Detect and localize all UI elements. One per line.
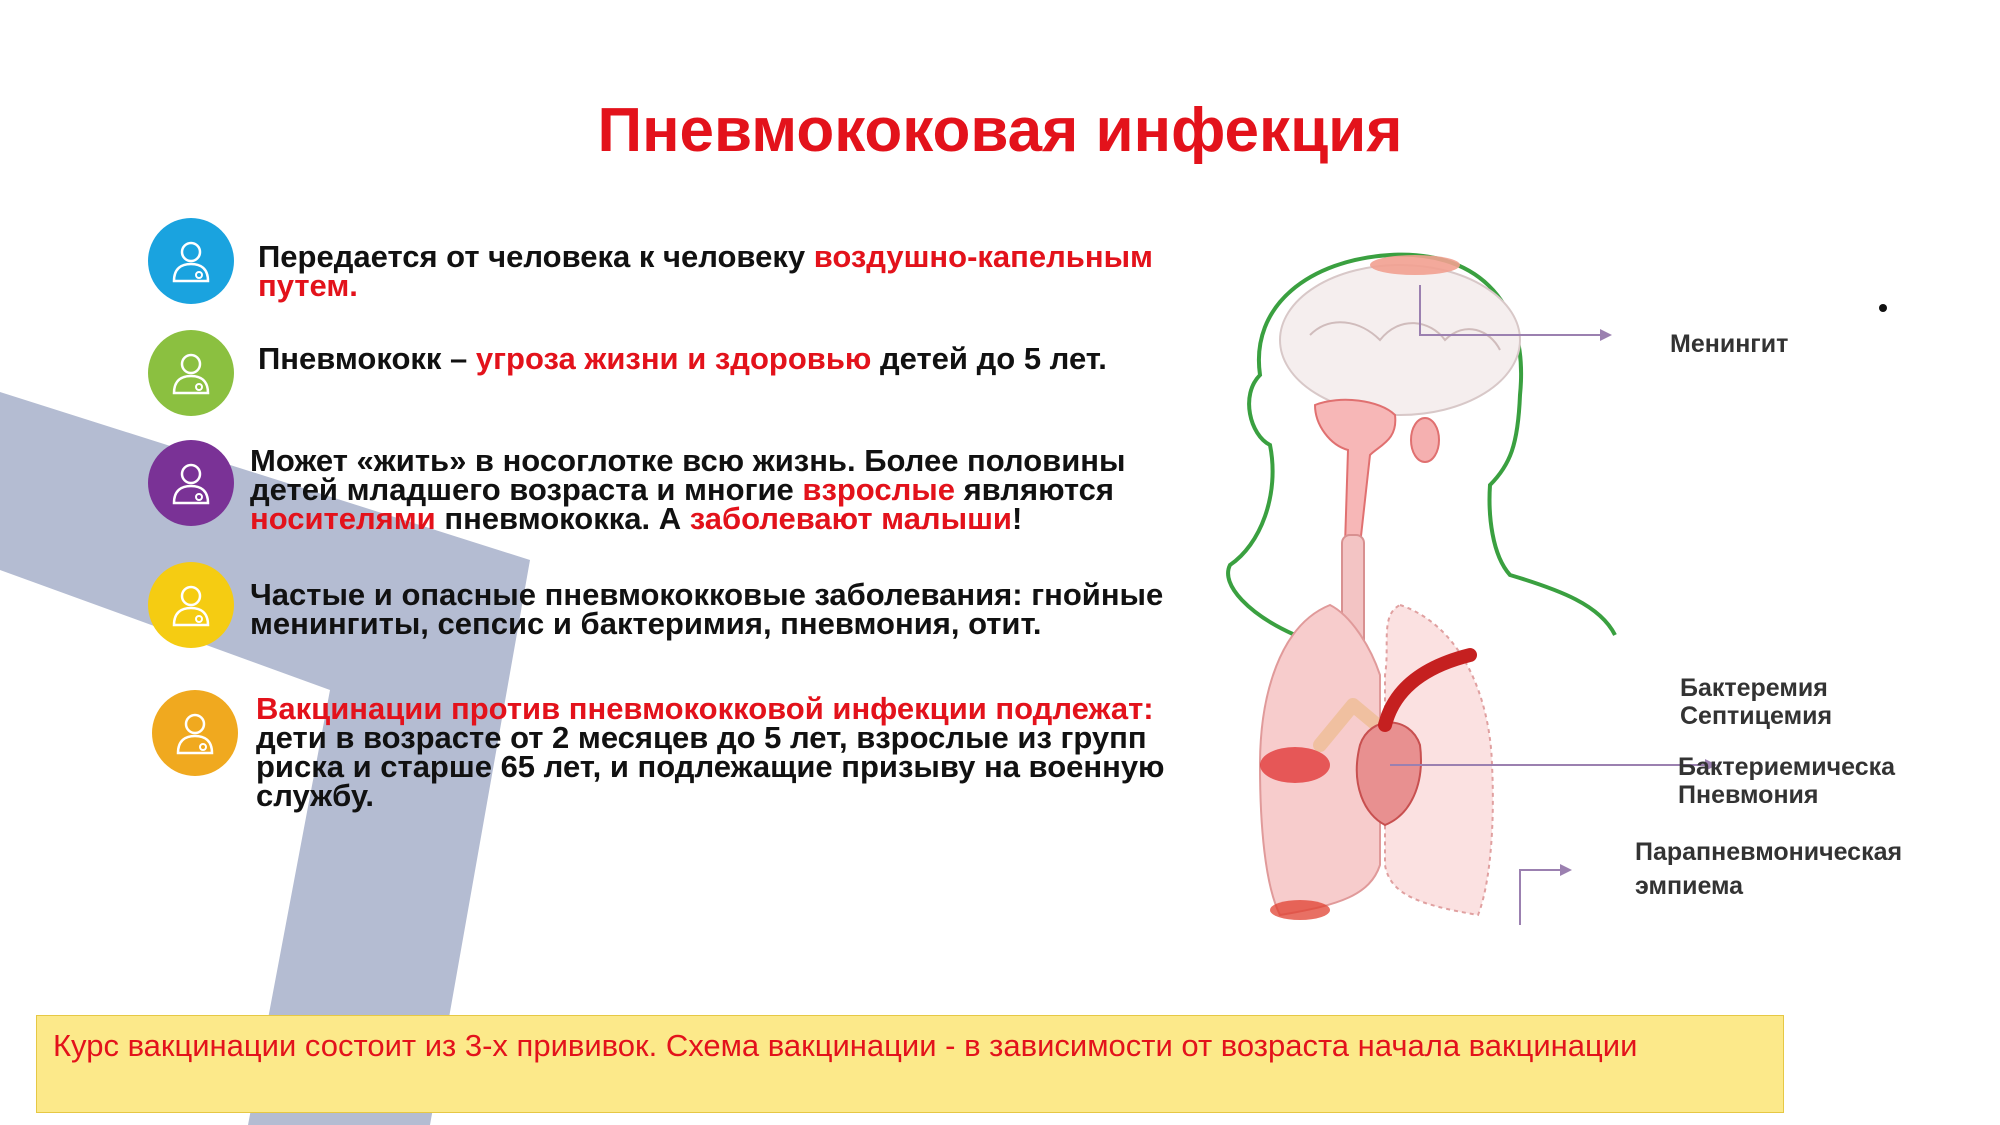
bullet-4-text: Частые и опасные пневмококковые заболевания: гнойные менингиты, сепсис и бактеримия, пневмония, отит.: [250, 577, 1164, 641]
bullet-vaccination: [152, 690, 1222, 813]
meninges-infection: [1370, 255, 1460, 275]
bullet-2-text-a: Пневмококк –: [258, 341, 476, 376]
bullet-threat: [148, 330, 1248, 416]
label-bacteremia: Бактеремия: [1680, 674, 1828, 702]
bullet-3-text-a: Может «жить» в носоглотке всю жизнь. Более половины детей младшего возраста и многие: [250, 443, 1126, 507]
bullet-3-highlight-a: взрослые: [802, 472, 955, 507]
page-title: Пневмококовая инфекция: [597, 96, 1403, 165]
bullet-1-text: Передается от человека к человеку: [258, 239, 814, 274]
bullet-2-text-b: детей до 5 лет.: [871, 341, 1107, 376]
ear: [1411, 418, 1439, 462]
bullet-5-highlight: Вакцинации против пневмококковой инфекции подлежат:: [256, 691, 1154, 726]
bullet-5-text: дети в возрасте от 2 месяцев до 5 лет, взрослые из групп риска и старше 65 лет, и подлежащие призыву на военную службу.: [256, 720, 1165, 813]
bullet-3-text-d: !: [1012, 501, 1023, 536]
bullet-2-highlight: угроза жизни и здоровью: [475, 341, 872, 376]
bullet-3-text-c: пневмококка. А: [435, 501, 690, 536]
bullet-transmission: [148, 218, 1248, 304]
label-pneumonia-2: Пневмония: [1678, 781, 1819, 809]
bullet-diseases: [148, 562, 1208, 648]
label-meningitis: Менингит: [1670, 330, 1789, 358]
brain: [1280, 265, 1520, 415]
anatomy-diagram: [1220, 245, 1920, 925]
bullet-3-text-b: являются: [954, 472, 1114, 507]
doctor-icon: [148, 330, 234, 416]
bullet-1-highlight: воздушно-капельным путем.: [258, 239, 1153, 303]
label-septicemia: Септицемия: [1680, 702, 1833, 730]
doctor-icon: [148, 440, 234, 526]
label-empyema-1: Парапневмоническая: [1635, 838, 1903, 866]
pointer-empyema: [1520, 870, 1560, 925]
nasal-cavity: [1315, 400, 1395, 545]
vaccination-note: Курс вакцинации состоит из 3-х прививок. Схема вакцинации - в зависимости от возраста начала вакцинации: [36, 1015, 1784, 1113]
label-pneumonia-1: Бактериемическа: [1678, 753, 1896, 781]
doctor-icon: [152, 690, 238, 776]
bullet-carriers: [148, 440, 1208, 536]
bullet-3-highlight-c: заболевают малыши: [689, 501, 1012, 536]
empyema-spot: [1270, 900, 1330, 920]
bullet-3-highlight-b: носителями: [250, 501, 436, 536]
pneumonia-spot: [1260, 747, 1330, 783]
doctor-icon: [148, 562, 234, 648]
doctor-icon: [148, 218, 234, 304]
label-empyema-2: эмпиема: [1635, 872, 1744, 900]
